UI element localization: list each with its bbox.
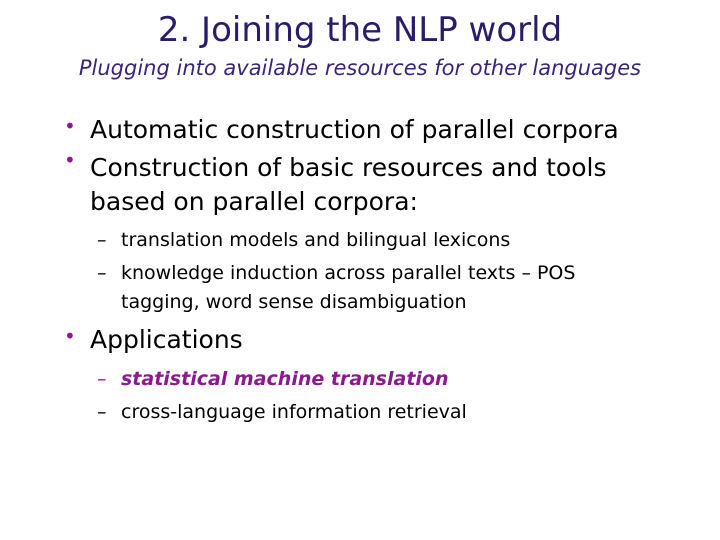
bullet-text: Applications: [90, 325, 243, 354]
sub-bullet-marker: –: [97, 229, 107, 251]
bullet-marker: •: [64, 148, 76, 172]
bullet-text-line: Construction of basic resources and tools: [90, 153, 607, 182]
sub-bullet-text: cross-language information retrieval: [121, 401, 467, 423]
sub-bullet-text-line: tagging, word sense disambiguation: [121, 291, 467, 313]
sub-bullet-marker: –: [97, 368, 107, 390]
sub-bullet-text-highlight: statistical machine translation: [121, 368, 449, 390]
sub-bullet-text-line: knowledge induction across parallel texts – POS: [121, 262, 576, 284]
bullet-text: Automatic construction of parallel corpora: [90, 115, 619, 144]
bullet-marker: •: [64, 114, 76, 138]
slide-subtitle: Plugging into available resources for other languages: [78, 56, 642, 80]
sub-bullet-marker: –: [97, 262, 107, 284]
sub-bullet-text: translation models and bilingual lexicons: [121, 229, 511, 251]
bullet-text-line: based on parallel corpora:: [90, 187, 418, 216]
sub-bullet-marker: –: [97, 401, 107, 423]
bullet-marker: •: [64, 324, 76, 348]
slide-title: 2. Joining the NLP world: [157, 10, 563, 50]
